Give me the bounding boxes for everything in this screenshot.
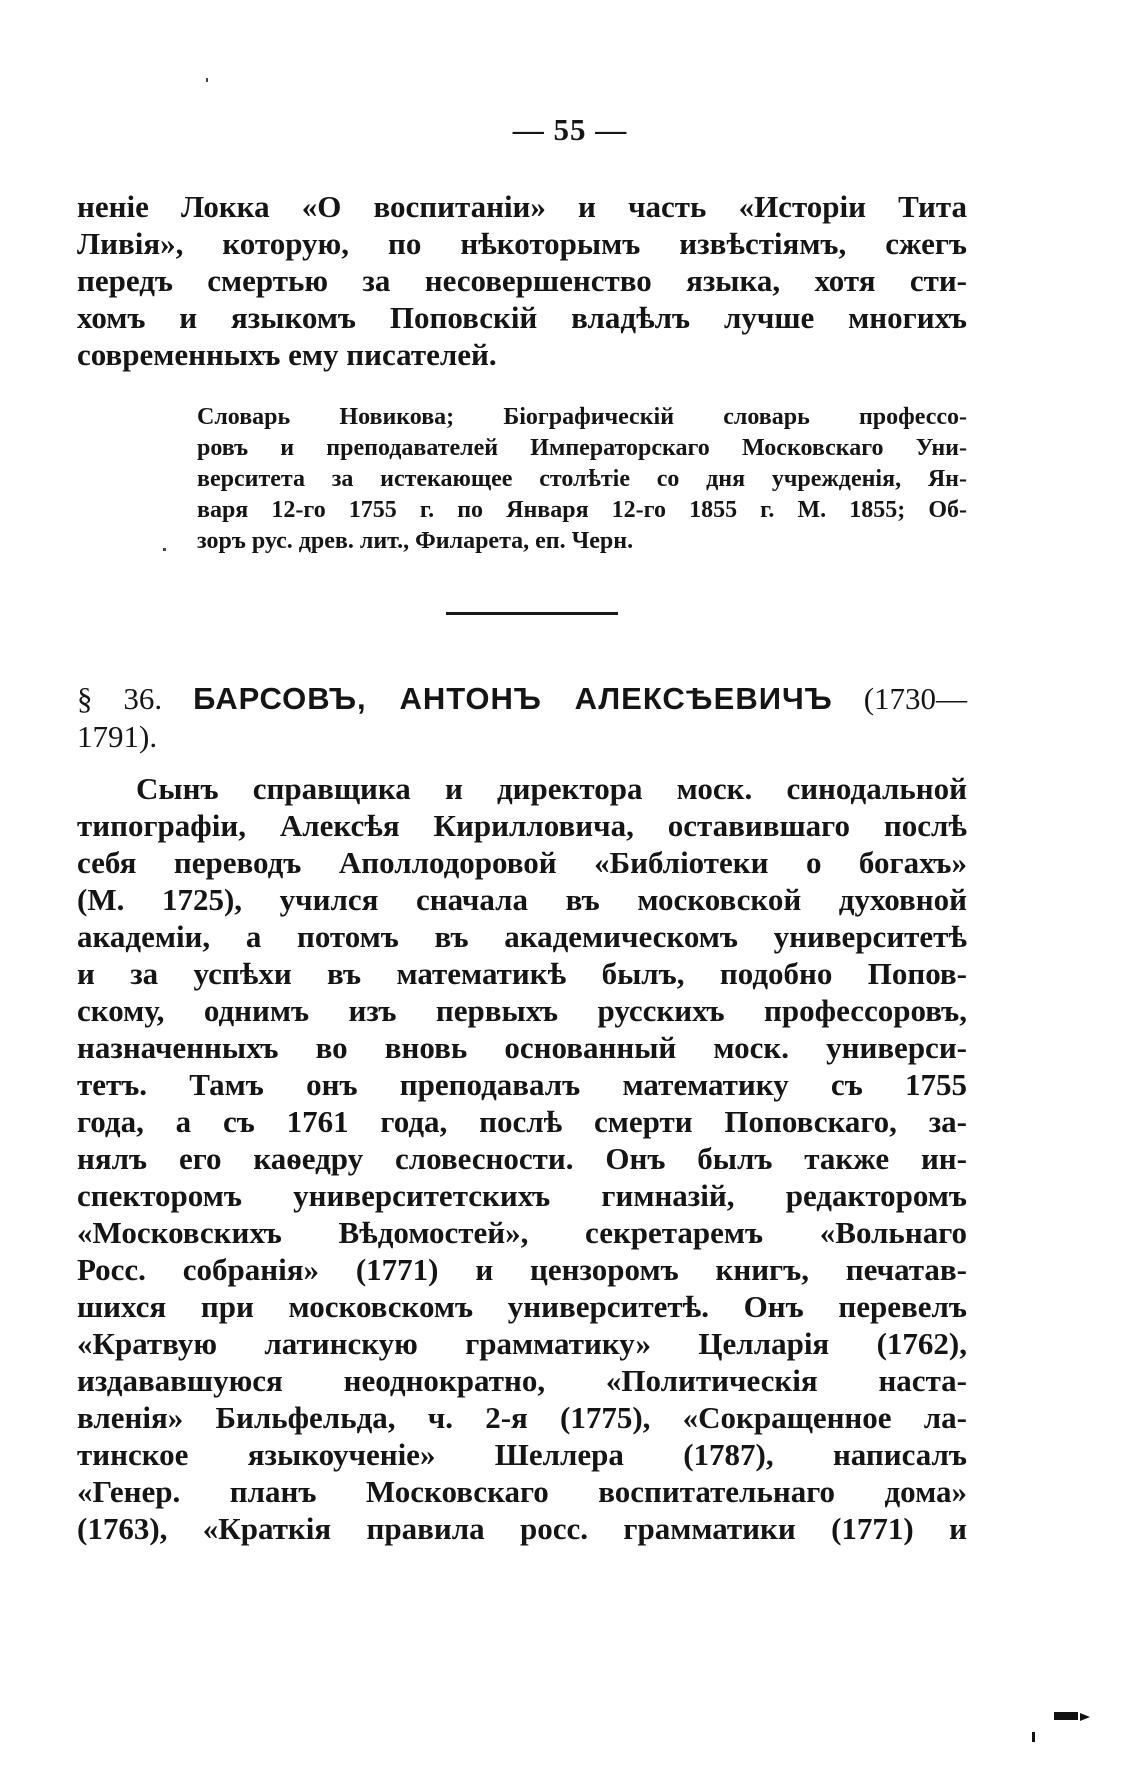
text-line: издававшуюся неоднократно, «Политическія наста- [77, 1363, 967, 1398]
text-line: назначенныхъ во вновь основанный моск. универси- [77, 1030, 967, 1065]
text-line: вленія» Бильфельда, ч. 2-я (1775), «Сокращенное ла- [77, 1400, 967, 1435]
text-line: шихся при московскомъ университетѣ. Онъ перевелъ [77, 1289, 967, 1324]
text-line: современныхъ ему писателей. [77, 337, 497, 372]
text-line: неніе Локка «О воспитаніи» и часть «Исторіи Тита [77, 189, 967, 224]
footnote-line: зоръ рус. древ. лит., Филарета, еп. Черн. [197, 528, 634, 554]
text-line: Сынъ справщика и директора моск. синодальной [136, 771, 967, 806]
text-line: «Генер. планъ Московскаго воспитательнаго дома» [77, 1474, 967, 1509]
ink-speck [206, 78, 208, 82]
footnote-line: варя 12-го 1755 г. по Января 12-го 1855 г. М. 1855; Об- [197, 497, 967, 523]
text-line: и за успѣхи въ математикѣ былъ, подобно Попов- [77, 956, 967, 991]
text-line: тинское языкоученіе» Шеллера (1787), написалъ [77, 1437, 967, 1472]
page-number: — 55 — [512, 112, 628, 147]
paragraph-main [77, 770, 967, 1547]
text-line: себя переводъ Аполлодоровой «Библіотеки о богахъ» [77, 845, 967, 880]
section-dates-end: 1791). [77, 719, 158, 754]
printer-mark-arrow [1080, 1713, 1090, 1721]
section-name: БАРСОВЪ, АНТОНЪ АЛЕКСѢЕВИЧЪ [193, 681, 833, 716]
text-line: нялъ его каѳедру словесности. Онъ былъ также ин- [77, 1141, 967, 1176]
text-line: «Кратвую латинскую грамматику» Целларія (1762), [77, 1326, 967, 1361]
section-heading [77, 680, 967, 756]
text-line: тетъ. Тамъ онъ преподавалъ математику съ 1755 [77, 1067, 967, 1102]
footnote-line: Словарь Новикова; Біографическій словарь профессо- [197, 404, 967, 430]
text-line: скому, однимъ изъ первыхъ русскихъ профессоровъ, [77, 993, 967, 1028]
text-line: передъ смертью за несовершенство языка, хотя сти- [77, 263, 967, 298]
section-number: § 36. [77, 681, 163, 716]
text-line: года, а съ 1761 года, послѣ смерти Поповскаго, за- [77, 1104, 967, 1139]
section-divider [446, 612, 618, 615]
section-dates-start: (1730— [863, 681, 968, 716]
text-line: хомъ и языкомъ Поповскій владѣлъ лучше многихъ [77, 300, 967, 335]
text-line: академіи, а потомъ въ академическомъ университетѣ [77, 919, 967, 954]
heading-line-1 [77, 680, 967, 718]
heading-line-2 [77, 718, 967, 756]
ink-speck [163, 548, 166, 551]
text-line: спекторомъ университетскихъ гимназій, редакторомъ [77, 1178, 967, 1213]
printer-mark-tick [1032, 1732, 1035, 1742]
footnote-line: ровъ и преподавателей Императорскаго Московскаго Уни- [197, 435, 967, 461]
footnote-references [197, 402, 967, 557]
text-line: типографіи, Алексѣя Кирилловича, оставившаго послѣ [77, 808, 967, 843]
footnote-line: верситета за истекающее столѣтіе со дня учрежденія, Ян- [197, 466, 967, 492]
printer-mark [1054, 1712, 1078, 1720]
text-line: Росс. собранія» (1771) и цензоромъ книгъ, печатав- [77, 1252, 967, 1287]
text-line: «Московскихъ Вѣдомостей», секретаремъ «Вольнаго [77, 1215, 967, 1250]
paragraph-top [77, 188, 967, 373]
text-line: Ливія», которую, по нѣкоторымъ извѣстіямъ, сжегъ [77, 226, 967, 261]
text-line: (М. 1725), учился сначала въ московской духовной [77, 882, 967, 917]
text-line: (1763), «Краткія правила росс. грамматики (1771) и [77, 1511, 967, 1546]
